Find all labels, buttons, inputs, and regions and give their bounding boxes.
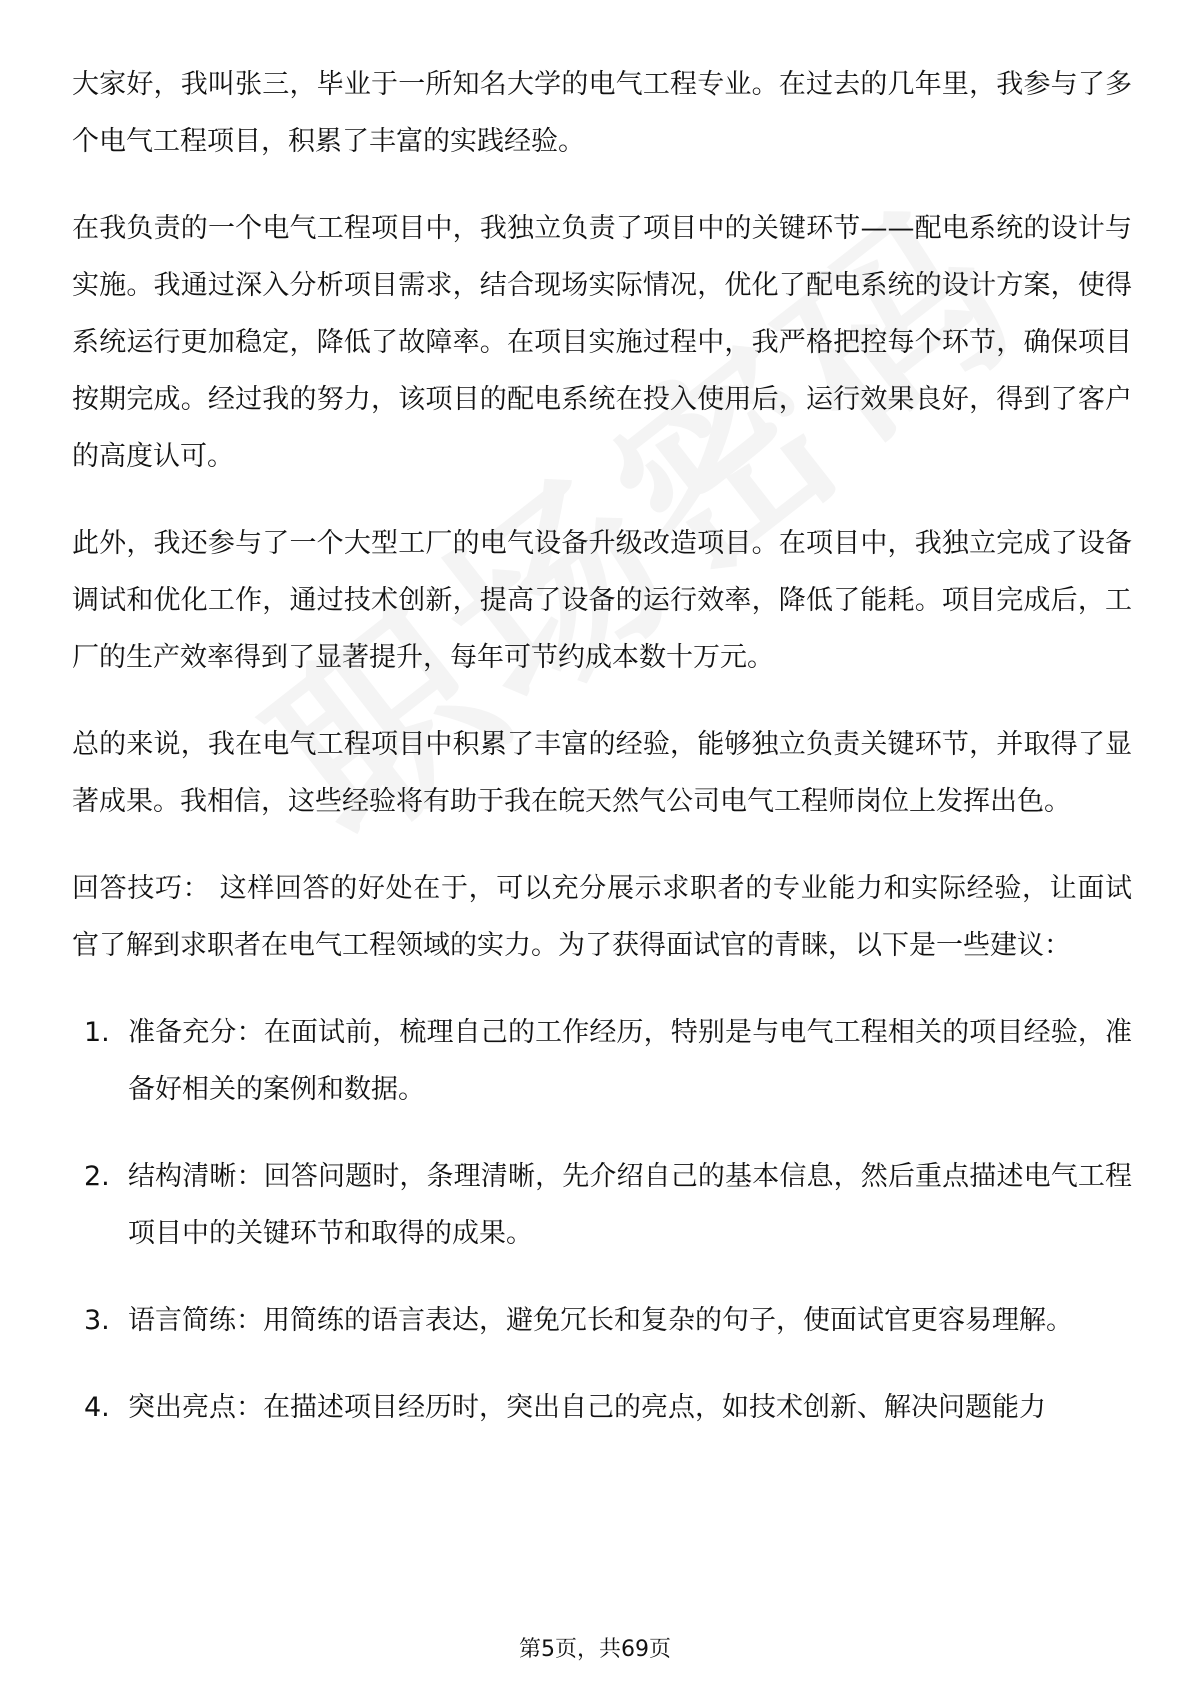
paragraph-summary: 总的来说，我在电气工程项目中积累了丰富的经验，能够独立负责关键环节，并取得了显著成果。我相信，这些经验将有助于我在皖天然气公司电气工程师岗位上发挥出色。 (72, 729, 1132, 817)
list-item-number: 3. (84, 1305, 110, 1336)
list-item (72, 1004, 1132, 1118)
list-item-text: 突出亮点：在描述项目经历时，突出自己的亮点，如技术创新、解决问题能力 (128, 1392, 1046, 1423)
paragraph-answer-tips: 回答技巧： 这样回答的好处在于，可以充分展示求职者的专业能力和实际经验，让面试官了解到求职者在电气工程领域的实力。为了获得面试官的青睐，以下是一些建议： (72, 873, 1132, 961)
list-item-number: 4. (84, 1392, 110, 1423)
list-item-text: 准备充分：在面试前，梳理自己的工作经历，特别是与电气工程相关的项目经验，准备好相关的案例和数据。 (128, 1017, 1132, 1105)
list-item-number: 2. (84, 1161, 110, 1192)
paragraph-project-two: 此外，我还参与了一个大型工厂的电气设备升级改造项目。在项目中，我独立完成了设备调试和优化工作，通过技术创新，提高了设备的运行效率，降低了能耗。项目完成后，工厂的生产效率得到了显著提升，每年可节约成本数十万元。 (72, 528, 1132, 673)
list-item-text: 语言简练：用简练的语言表达，避免冗长和复杂的句子，使面试官更容易理解。 (128, 1305, 1073, 1336)
document-body (72, 56, 1132, 1466)
paragraph-intro: 大家好，我叫张三，毕业于一所知名大学的电气工程专业。在过去的几年里，我参与了多个电气工程项目，积累了丰富的实践经验。 (72, 69, 1132, 157)
list-item-text: 结构清晰：回答问题时，条理清晰，先介绍自己的基本信息，然后重点描述电气工程项目中的关键环节和取得的成果。 (128, 1161, 1132, 1249)
list-item (72, 1379, 1132, 1436)
list-item (72, 1292, 1132, 1349)
list-item (72, 1148, 1132, 1262)
list-item-number: 1. (84, 1017, 110, 1048)
tips-list (72, 1004, 1132, 1436)
page-number-footer: 第5页，共69页 (519, 1637, 671, 1662)
paragraph-project-one: 在我负责的一个电气工程项目中，我独立负责了项目中的关键环节——配电系统的设计与实施。我通过深入分析项目需求，结合现场实际情况，优化了配电系统的设计方案，使得系统运行更加稳定，降低了故障率。在项目实施过程中，我严格把控每个环节，确保项目按期完成。经过我的努力，该项目的配电系统在投入使用后，运行效果良好，得到了客户的高度认可。 (72, 213, 1132, 472)
